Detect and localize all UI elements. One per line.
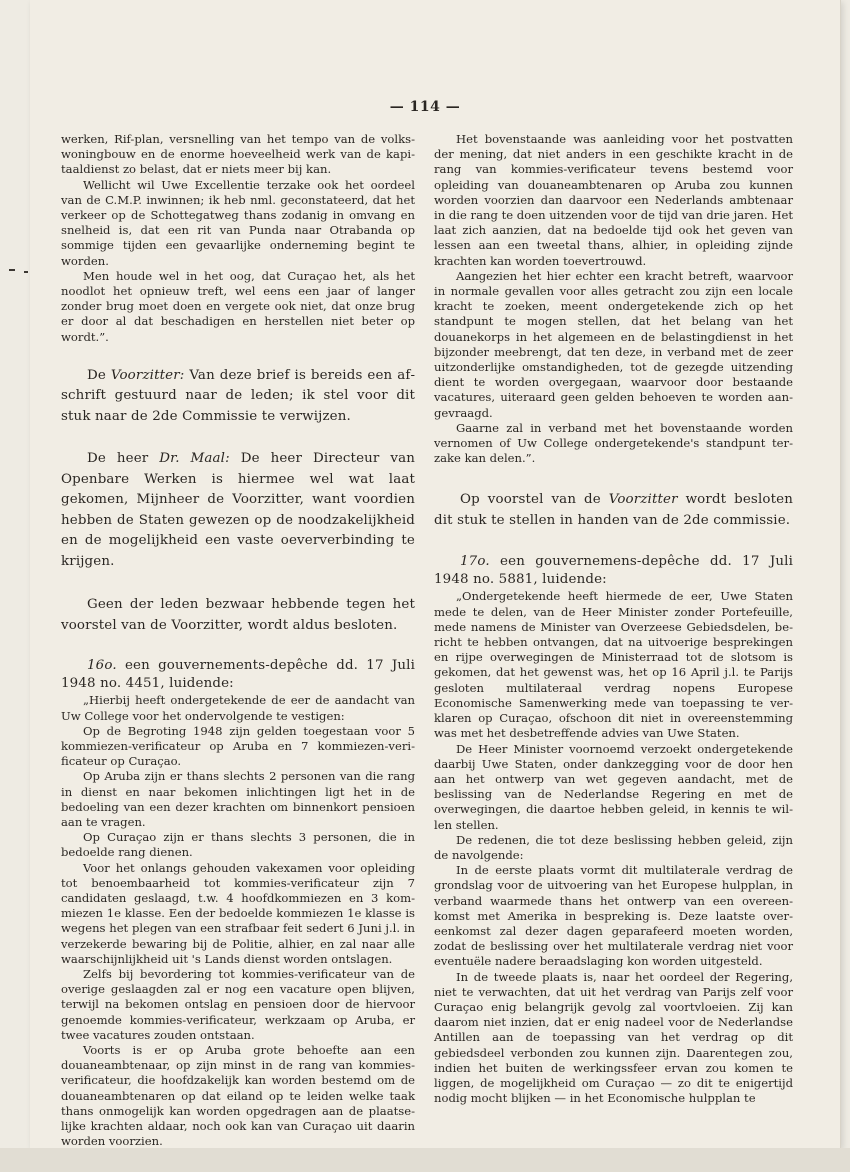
paragraph: werken, Rif-plan, versnelling van het tempo van de volkswoningbouw en de enorme hoeveelheid werk van de kapitaaldienst zo belast, dat er niets meer bij kan. xyxy=(61,132,415,177)
item-heading-text: een gouvernemens-depêche dd. 17 Juli 1948 no. 5881, luidende: xyxy=(434,554,793,588)
item-number: 16o. xyxy=(87,658,117,674)
paragraph: Wellicht wil Uwe Excellentie terzake ook het oordeel van de C.M.P. inwinnen; ik heb nml. geconstateerd, dat het verkeer op de Schottegatweg thans zodanig in omvang en snelheid is, dat een rit van Punda naar Otrabanda op sommige tijden een gevaarlijke onderneming begint te worden. xyxy=(61,177,415,268)
paragraph: Het bovenstaande was aanleiding voor het postvatten der mening, dat niet anders in een geschikte kracht in de rang van kommies-verificateur tevens bestemd voor opleiding van douaneambtenaren op Aruba zou kunnen worden voorzien dan daarvoor een Nederlands ambtenaar in die rang te doen uitzenden voor de tijd van drie jaren. Het laat zich aanzien, dat na bedoelde tijd ook het geven van lessen aan een tweetal thans, alhier, in opleiding zijnde krachten kan worden toevertrouwd. xyxy=(434,132,793,268)
paragraph: Op Curaçao zijn er thans slechts 3 personen, die in bedoelde rang dienen. xyxy=(61,830,415,860)
paragraph: In de tweede plaats is, naar het oordeel der Regering, niet te verwachten, dat uit het verdrag van Parijs zelf voor Curaçao enig belangrijk gevolg zal voortvloeien. Zij kan daarom niet inzien, dat er enig nadeel voor de Nederlandse Antillen aan de toepassing van het verdrag op dit gebiedsdeel verbonden zou kunnen zijn. Daarentegen zou, indien het buiten de werkingssfeer ervan zou komen te liggen, de mogelijkheid om Curaçao — zo dit te enigertijd nodig mocht blijken — in het Economische hulpplan te xyxy=(434,969,793,1106)
decision-statement: Geen der leden bezwaar hebbende tegen het voorstel van de Voorzitter, wordt aldus besloten. xyxy=(61,597,415,633)
paragraph: „Hierbij heeft ondergetekende de eer de aandacht van Uw College voor het ondervolgende te vestigen: xyxy=(61,693,415,723)
item-heading xyxy=(434,553,793,589)
paragraph: Men houde wel in het oog, dat Curaçao het, als het noodlot het opnieuw treft, wel eens een jaar of langer zonder brug moet doen en vergete ook niet, dat onze brug er door al dat beschadigen en herstellen niet beter op wordt.”. xyxy=(61,268,415,344)
item-number: 17o. xyxy=(460,554,490,570)
speaker-name: Dr. Maal: xyxy=(159,451,230,467)
statement-text: wordt besloten dit stuk te stellen in handen van de 2de commissie. xyxy=(434,492,793,528)
paragraph: Voorts is er op Aruba grote behoefte aan een douaneambtenaar, op zijn minst in de rang van kommiesverificateur, die hoofdzakelijk kan worden bestemd om de douaneambtenaren op dat eiland op te leiden welke taak thans onmogelijk kan worden opgedragen aan de plaatselijke krachten aldaar, noch ook kan van Curaçao uit daarin worden voorzien. xyxy=(61,1043,415,1149)
decision-statement xyxy=(434,490,793,531)
paragraph: De redenen, die tot deze beslissing hebben geleid, zijn de navolgende: xyxy=(434,832,793,862)
paragraph: In de eerste plaats vormt dit multilaterale verdrag de grondslag voor de uitvoering van het Europese hulpplan, in verband waarmede thans het ontwerp van een overeenkomst met Amerika in bespreking is. Deze laatste overeenkomst zal dezer dagen geparafeerd moeten worden, zodat de beslissing over het multilaterale verdrag niet voor eventuële nadere beraadslaging kon worden uitgesteld. xyxy=(434,863,793,969)
item-heading xyxy=(61,657,415,693)
item-heading-text: een gouvernements-depêche dd. 17 Juli 1948 no. 4451, luidende: xyxy=(61,658,415,692)
paragraph: Op Aruba zijn er thans slechts 2 personen van die rang in dienst en naar bekomen inlichtingen ligt het in de bedoeling van een dezer krachten om binnenkort pensioen aan te vragen. xyxy=(61,769,415,829)
chair-statement xyxy=(61,366,415,428)
statement-prefix: Op voorstel van de xyxy=(460,492,609,508)
paragraph: Op de Begroting 1948 zijn gelden toegestaan voor 5 kommiezen-verificateur op Aruba en 7 kommiezen-verificateur op Curaçao. xyxy=(61,723,415,769)
speaker-name: Voorzitter: xyxy=(110,367,185,383)
paragraph: „Ondergetekende heeft hiermede de eer, Uwe Staten mede te delen, van de Heer Minister zonder Portefeuille, mede namens de Minister van Overzeese Gebiedsdelen, bericht te hebben ontvangen, dat na uitvoerige besprekingen en rijpe overwegingen de Ministerraad tot de slotsom is gekomen, dat het gewenst was, het op 16 April j.l. te Parijs gesloten multilateraal verdrag nopens Europese Economische Samenwerking mede van toepassing te verklaren op Curaçao, ofschoon dit niet in overeenstemming was met het desbetreffende advies van Uwe Staten. xyxy=(434,589,793,741)
speaker-name: Voorzitter xyxy=(608,492,678,508)
statement-text: Van deze brief is bereids een afschrift gestuurd naar de leden; ik stel voor dit stuk naar de 2de Commissie te verwijzen. xyxy=(61,367,415,424)
margin-mark xyxy=(24,271,28,273)
paragraph: Zelfs bij bevordering tot kommies-verificateur van de overige geslaagden zal er nog een vacature open blijven, terwijl na bekomen ontslag en pensioen door de hiervoor genoemde kommies-verificateur, werkzaam op Aruba, er twee vacatures zouden ontstaan. xyxy=(61,967,415,1042)
margin-mark xyxy=(9,269,15,271)
scan-bottom-edge xyxy=(0,1148,850,1172)
speaker-prefix: De xyxy=(87,367,111,383)
paragraph: De Heer Minister voornoemd verzoekt ondergetekende daarbij Uwe Staten, onder dankzegging voor de door hen aan het ontwerp van wet gegeven aandacht, met de beslissing van de Nederlandse Regering en met de overwegingen, die daartoe hebben geleid, in kennis te willen stellen. xyxy=(434,741,793,832)
speaker-prefix: De heer xyxy=(87,451,160,467)
left-column xyxy=(61,132,415,1149)
member-statement xyxy=(61,449,415,572)
statement-text: De heer Directeur van Openbare Werken is hiermee wel wat laat gekomen, Mijnheer de Voorzitter, want voordien hebben de Staten gewezen op de noodzakelijkheid en de mogelijkheid een vaste oeververbinding te krijgen. xyxy=(61,451,416,569)
paragraph: Aangezien het hier echter een kracht betreft, waarvoor in normale gevallen voor alles getracht zou zijn een locale kracht te zoeken, meent ondergetekende zich op het standpunt te mogen stellen, dat het belang van het douanekorps in het algemeen en de belastingdienst in het bijzonder meebrengt, dat ten deze, in verband met de zeer uitzonderlijke omstandigheden, tot de gezegde uitzending dient te worden overgegaan, waarvoor door bestaande vacatures, uiteraard geen gelden behoeven te worden aangevraagd. xyxy=(434,268,793,420)
paragraph: Gaarne zal in verband met het bovenstaande worden vernomen of Uw College ondergetekende's standpunt terzake kan delen.”. xyxy=(434,420,793,466)
page-number: — 114 — xyxy=(389,99,461,115)
right-column xyxy=(434,132,793,1106)
paragraph: Voor het onlangs gehouden vakexamen voor opleiding tot benoembaarheid tot kommies-verificateur zijn 7 candidaten geslaagd, t.w. 4 hoofdkommiezen en 3 kommiezen 1e klasse. Een der bedoelde kommiezen 1e klasse is wegens het plegen van een strafbaar feit sedert 6 Juni j.l. in verzekerde bewaring bij de Politie, alhier, en zal naar alle waarschijnlijkheid uit 's Lands dienst worden ontslagen. xyxy=(61,860,415,966)
